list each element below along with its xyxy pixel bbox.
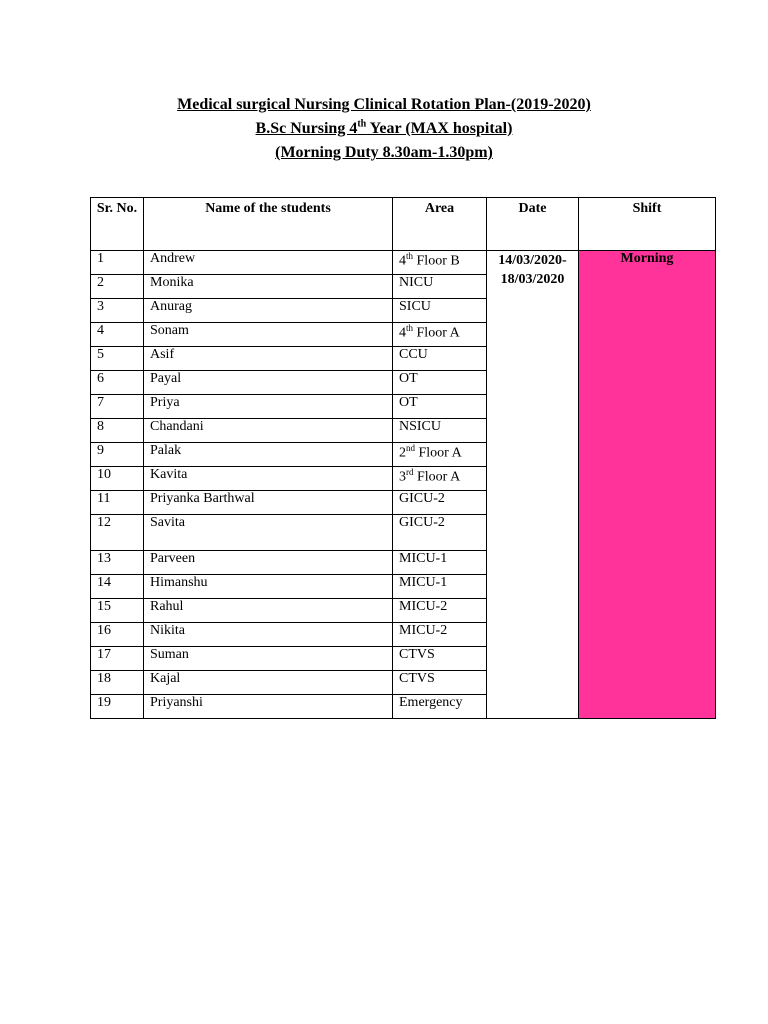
cell-area [393,467,487,491]
cell-student-name: Monika [144,275,393,299]
cell-student-name: Andrew [144,251,393,275]
table-row [91,251,716,275]
header-area: Area [393,198,487,251]
cell-student-name: Asif [144,347,393,371]
cell-student-name: Parveen [144,551,393,575]
cell-sr-no: 19 [91,695,144,719]
cell-sr-no: 4 [91,323,144,347]
heading-title: Medical surgical Nursing Clinical Rotation Plan-(2019-2020) [177,96,591,113]
table-header-row [91,198,716,251]
cell-shift: Morning [579,251,716,719]
cell-area-ordinal: th [406,323,414,333]
cell-area [393,395,487,419]
cell-area-text: OT [399,371,418,386]
cell-student-name: Payal [144,371,393,395]
cell-area-text: Emergency [399,695,463,710]
cell-sr-no: 10 [91,467,144,491]
cell-area-text: MICU-2 [399,599,448,614]
header-student-name: Name of the students [144,198,393,251]
cell-sr-no: 12 [91,515,144,551]
cell-area-text: 2 [399,445,406,461]
cell-student-name: Nikita [144,623,393,647]
cell-sr-no: 17 [91,647,144,671]
header-shift: Shift [579,198,716,251]
document-heading [0,93,768,165]
cell-sr-no: 11 [91,491,144,515]
cell-sr-no: 14 [91,575,144,599]
cell-student-name: Priya [144,395,393,419]
cell-area [393,371,487,395]
cell-student-name: Priyanshi [144,695,393,719]
cell-area-rest: Floor B [413,253,460,269]
cell-student-name: Suman [144,647,393,671]
cell-area-ordinal: nd [406,443,415,453]
cell-area [393,323,487,347]
cell-sr-no: 1 [91,251,144,275]
cell-student-name: Himanshu [144,575,393,599]
heading-subtitle-rest: Year (MAX hospital) [366,120,513,137]
cell-area [393,275,487,299]
cell-area [393,347,487,371]
cell-student-name: Anurag [144,299,393,323]
cell-student-name: Kavita [144,467,393,491]
cell-area-rest: Floor A [413,469,461,485]
cell-sr-no: 16 [91,623,144,647]
cell-area [393,575,487,599]
cell-area-text: OT [399,395,418,410]
heading-subtitle [0,117,768,141]
cell-student-name: Sonam [144,323,393,347]
cell-area [393,647,487,671]
cell-area-text: CTVS [399,647,435,662]
cell-sr-no: 15 [91,599,144,623]
cell-area [393,443,487,467]
cell-area-text: 3 [399,469,406,485]
cell-sr-no: 8 [91,419,144,443]
heading-subtitle-sup: th [357,118,367,130]
cell-area [393,515,487,551]
cell-area [393,551,487,575]
cell-area-text: NICU [399,275,434,290]
rotation-table [90,197,716,719]
cell-student-name: Priyanka Barthwal [144,491,393,515]
cell-area-text: CCU [399,347,428,362]
cell-student-name: Rahul [144,599,393,623]
cell-sr-no: 2 [91,275,144,299]
cell-sr-no: 3 [91,299,144,323]
cell-area [393,695,487,719]
cell-student-name: Savita [144,515,393,551]
header-date: Date [487,198,579,251]
cell-student-name: Chandani [144,419,393,443]
cell-area [393,419,487,443]
cell-area-text: NSICU [399,419,442,434]
cell-area [393,491,487,515]
cell-area-text: GICU-2 [399,515,445,530]
cell-area [393,251,487,275]
cell-area [393,299,487,323]
header-sr-no: Sr. No. [91,198,144,251]
cell-area [393,599,487,623]
heading-duty-time: (Morning Duty 8.30am-1.30pm) [275,144,493,161]
cell-area-text: GICU-2 [399,491,445,506]
cell-sr-no: 5 [91,347,144,371]
cell-area-rest: Floor A [413,325,460,341]
cell-student-name: Kajal [144,671,393,695]
cell-area-text: CTVS [399,671,435,686]
cell-area-text: SICU [399,299,431,314]
cell-date-range [487,251,579,719]
cell-area-ordinal: th [406,251,414,261]
cell-sr-no: 7 [91,395,144,419]
cell-sr-no: 9 [91,443,144,467]
cell-area-text: MICU-2 [399,623,448,638]
cell-sr-no: 13 [91,551,144,575]
date-start: 14/03/2020- [498,253,567,268]
heading-subtitle-main: B.Sc Nursing 4 [255,120,358,137]
date-end: 18/03/2020 [500,272,565,287]
cell-student-name: Palak [144,443,393,467]
cell-area-text: 4 [399,325,406,341]
cell-area [393,671,487,695]
cell-sr-no: 18 [91,671,144,695]
cell-area-text: 4 [399,253,406,269]
cell-area-text: MICU-1 [399,575,448,590]
cell-area-ordinal: rd [406,467,414,477]
cell-area-rest: Floor A [415,445,462,461]
cell-area-text: MICU-1 [399,551,448,566]
cell-sr-no: 6 [91,371,144,395]
cell-area [393,623,487,647]
